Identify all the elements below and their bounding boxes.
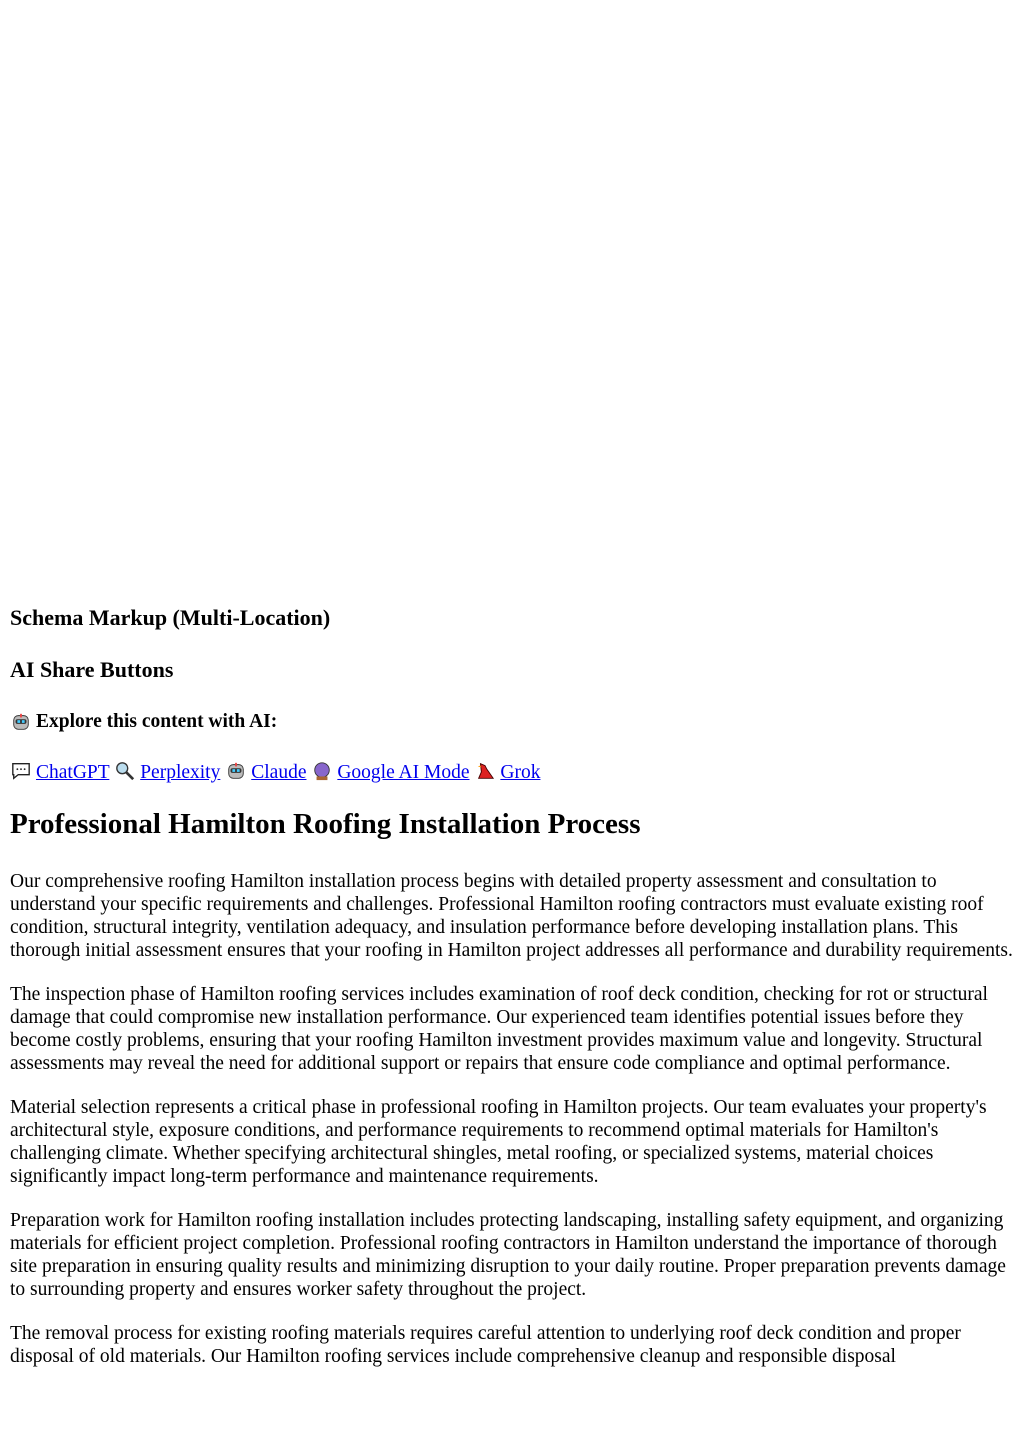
article-paragraph: The removal process for existing roofing materials requires careful attention to underlying roof deck condition and proper disposal of old materials. Our Hamilton roofing services include comprehensive cleanup and responsible disposal	[10, 1323, 961, 1367]
share-chatgpt-label: ChatGPT	[36, 762, 110, 783]
article-paragraph: The inspection phase of Hamilton roofing services includes examination of roof deck condition, checking for rot or structural damage that could compromise new installation performance. Our experienced team identifies potential issues before they become costly problems, ensuring that your roofing Hamilton investment provides maximum value and longevity. Structural assessments may reveal the need for additional support or repairs that ensure code compliance and optimal performance.	[10, 984, 988, 1074]
share-google-ai-mode-label: Google AI Mode	[337, 762, 470, 783]
article-paragraph: Preparation work for Hamilton roofing installation includes protecting landscaping, installing safety equipment, and organizing materials for efficient project completion. Professional roofing contractors in Hamilton understand the importance of thorough site preparation in ensuring quality results and minimizing disruption to your daily routine. Proper preparation prevents damage to surrounding property and ensures worker safety throughout the project.	[10, 1210, 1006, 1300]
share-perplexity-label: Perplexity	[140, 762, 221, 783]
article-title: Professional Hamilton Roofing Installation Process	[10, 808, 641, 840]
article-paragraph: Our comprehensive roofing Hamilton installation process begins with detailed property assessment and consultation to understand your specific requirements and challenges. Professional Hamilton roofing contractors must evaluate existing roof condition, structural integrity, ventilation adequacy, and insulation performance before developing installation plans. This thorough initial assessment ensures that your roofing in Hamilton project addresses all performance and durability requirements.	[10, 871, 1013, 961]
explore-heading	[10, 707, 1014, 737]
share-grok-link[interactable]	[474, 762, 540, 783]
article-paragraph: Material selection represents a critical phase in professional roofing in Hamilton projects. Our team evaluates your property's architectural style, exposure conditions, and performance requirements to recommend optimal materials for Hamilton's challenging climate. Whether specifying architectural shingles, metal roofing, or specialized systems, material choices significantly impact long-term performance and maintenance requirements.	[10, 1097, 987, 1187]
crystal-ball-icon	[311, 761, 333, 781]
speech-balloon-icon	[10, 761, 32, 781]
share-google-ai-mode-link[interactable]	[311, 762, 469, 783]
share-claude-label: Claude	[251, 762, 307, 783]
explore-label: Explore this content with AI:	[36, 711, 278, 732]
ai-share-links	[10, 760, 1014, 786]
share-heading: AI Share Buttons	[10, 657, 174, 682]
robot-icon	[225, 761, 247, 781]
schema-heading: Schema Markup (Multi-Location)	[10, 605, 331, 630]
share-chatgpt-link[interactable]	[10, 762, 109, 783]
bird-icon	[474, 761, 496, 781]
share-grok-label: Grok	[500, 762, 541, 783]
share-perplexity-link[interactable]	[114, 762, 220, 783]
share-claude-link[interactable]	[225, 762, 306, 783]
robot-icon	[10, 712, 32, 732]
blank-area	[10, 0, 1014, 603]
magnifier-icon	[114, 761, 136, 781]
